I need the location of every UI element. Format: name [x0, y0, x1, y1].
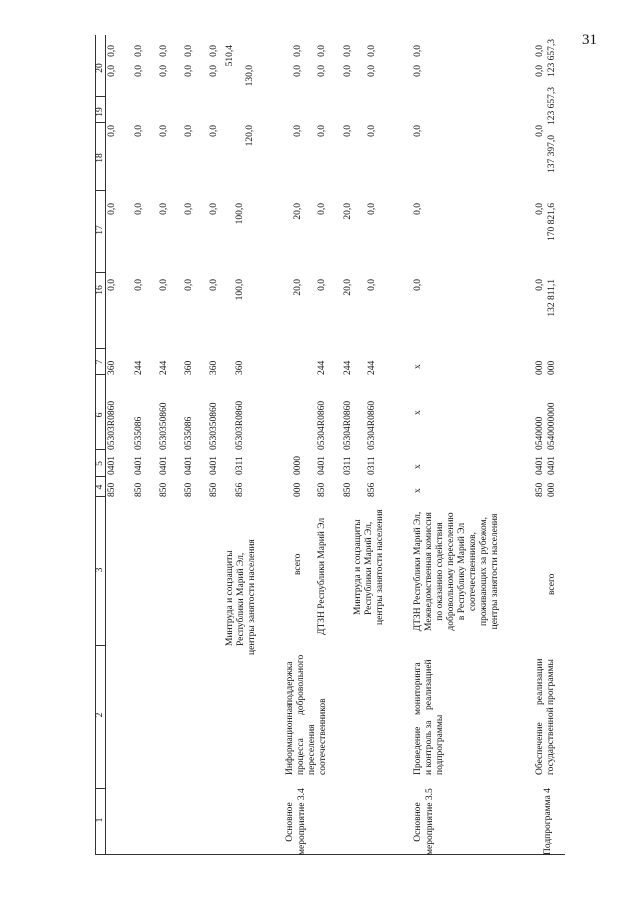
header-col-2: 2 [95, 712, 105, 718]
cell-v20: 0,0 [343, 45, 353, 57]
cell-c3-line: центры занятости населения [490, 513, 500, 630]
cell-v19: 0,0 [317, 65, 327, 77]
measure-3-5-desc: мониторинга [413, 662, 423, 715]
cell-c7: 244 [367, 360, 377, 375]
cell-c4: 850 [159, 482, 169, 497]
header-col-16: 16 [95, 285, 105, 295]
cell-c6: 0530350860 [209, 402, 219, 450]
cell-c7: 360 [184, 360, 194, 375]
cell-v20: 0,0 [159, 45, 169, 57]
cell-c4: 850 [317, 482, 327, 497]
cell-c3-line: соотечественников, [468, 532, 478, 611]
cell-v19: 0,0 [413, 65, 423, 77]
cell-v16: 0,0 [107, 279, 117, 291]
cell-c3-line: в Республику Марий Эл [457, 522, 467, 621]
cell-v18: 0,0 [413, 125, 423, 137]
cell-v20: 0,0 [367, 45, 377, 57]
cell-c6: 0535086 [134, 416, 144, 450]
cell-c5: x [413, 464, 423, 469]
cell-v16: 0,0 [413, 279, 423, 291]
subprogram-4-desc: Обеспечение [535, 722, 545, 775]
cell-v20: 0,0 [293, 45, 303, 57]
measure-3-4-desc: соотечественников [318, 698, 328, 775]
cell-c3-line: проживающих за рубежом, [479, 517, 489, 626]
cell-v20: 0,0 [413, 45, 423, 57]
cell-v17: 20,0 [293, 203, 303, 220]
cell-c4: 850 [107, 482, 117, 497]
cell-v18: 137 397,0 [547, 135, 557, 173]
rotated-budget-table [95, 35, 565, 855]
cell-c3-line: ДТЗН Республики Марий Эл, [413, 511, 423, 632]
measure-3-5-desc: реализацией [424, 659, 434, 710]
measure-3-5-desc: и контроль за [424, 720, 434, 775]
cell-c5: 0311 [367, 456, 377, 475]
cell-c7: 244 [343, 360, 353, 375]
cell-v19: 0,0 [107, 65, 117, 77]
cell-v18: 0,0 [367, 125, 377, 137]
cell-v20: 0,0 [535, 45, 545, 57]
measure-3-4-desc: процесса [296, 738, 306, 775]
cell-c5: 0311 [343, 456, 353, 475]
cell-c3-line: ДТЗН Республики Марий Эл [317, 517, 327, 635]
cell-c3-line: Минтруда и соцзащиты [225, 550, 235, 646]
cell-c7: 244 [317, 360, 327, 375]
cell-v20: 123 657,3 [547, 39, 557, 77]
cell-v17: 0,0 [159, 203, 169, 215]
cell-c5: 0401 [107, 456, 117, 475]
cell-c5: 0401 [317, 456, 327, 475]
cell-c6: 05303R0860 [235, 400, 245, 450]
header-col-17: 17 [95, 225, 105, 235]
header-col-6: 6 [95, 412, 105, 418]
cell-c4: 850 [343, 482, 353, 497]
cell-v18: 0,0 [107, 125, 117, 137]
cell-v19: 0,0 [134, 65, 144, 77]
cell-v19: 0,0 [535, 65, 545, 77]
subprogram-4-desc: программы [546, 659, 556, 705]
cell-c5: 0311 [235, 456, 245, 475]
cell-v18: 0,0 [343, 125, 353, 137]
cell-c4: 856 [367, 482, 377, 497]
cell-c6: x [413, 410, 423, 415]
cell-v17: 0,0 [413, 203, 423, 215]
measure-3-4-label: мероприятие 3.4 [297, 788, 307, 855]
cell-v18: 0,0 [209, 125, 219, 137]
cell-c5: 0401 [159, 456, 169, 475]
cell-c6: 05303R0860 [107, 400, 117, 450]
measure-3-4-desc: Информационная [285, 703, 295, 775]
header-col-3: 3 [95, 567, 105, 573]
header-col-20: 20 [95, 63, 105, 73]
cell-c4: 850 [209, 482, 219, 497]
cell-c4: 856 [235, 482, 245, 497]
cell-v18: 0,0 [134, 125, 144, 137]
cell-c7: 360 [107, 360, 117, 375]
cell-c3-line: Минтруда и соцзащиты [353, 519, 363, 615]
cell-v17: 20,0 [343, 203, 353, 220]
cell-v16: 0,0 [134, 279, 144, 291]
cell-c5: 0401 [209, 456, 219, 475]
cell-v16: 0,0 [535, 279, 545, 291]
cell-v19: 0,0 [293, 65, 303, 77]
cell-v17: 0,0 [367, 203, 377, 215]
cell-c6: 0530350860 [159, 402, 169, 450]
cell-c6: 0540000000 [547, 402, 557, 450]
cell-v18: 0,0 [293, 125, 303, 137]
cell-c3-line: Республики Марий Эл, [364, 521, 374, 615]
cell-v19: 0,0 [159, 65, 169, 77]
cell-c4: x [413, 488, 423, 493]
cell-v20: 0,0 [184, 45, 194, 57]
cell-v17: 170 821,6 [547, 203, 557, 241]
header-col-4: 4 [95, 484, 105, 490]
cell-v19: 130,0 [245, 65, 255, 87]
cell-c3-line: Межведомственная комиссия [424, 512, 434, 631]
cell-v16: 132 811,1 [547, 279, 557, 317]
cell-c6: 0540000 [535, 416, 545, 450]
cell-v17: 0,0 [107, 203, 117, 215]
cell-c3-line: центры занятости населения [375, 509, 385, 625]
cell-v17: 0,0 [317, 203, 327, 215]
cell-v19: 0,0 [209, 65, 219, 77]
cell-c5: 0401 [184, 456, 194, 475]
cell-v18: 120,0 [245, 125, 255, 147]
measure-3-4-label: Основное [285, 802, 295, 842]
cell-v20: 510,4 [225, 45, 235, 67]
cell-c3-line: Республики Марий Эл, [236, 552, 246, 646]
cell-c3-line: центры занятости населения [247, 539, 257, 655]
cell-v20: 0,0 [107, 45, 117, 57]
cell-c7: 000 [535, 360, 545, 375]
header-col-5: 5 [95, 461, 105, 466]
measure-3-5-desc: подпрограммы [435, 714, 445, 775]
cell-c7: 000 [547, 360, 557, 375]
cell-c6: 05304R0860 [343, 400, 353, 450]
subprogram-4-label: Подпрограмма 4 [543, 788, 553, 855]
cell-v17: 0,0 [134, 203, 144, 215]
cell-v18: 0,0 [159, 125, 169, 137]
cell-c3-line: добровольному переселению [446, 512, 456, 631]
cell-v17: 0,0 [209, 203, 219, 215]
cell-v16: 0,0 [159, 279, 169, 291]
cell-c3-line: по оказанию содействия [435, 522, 445, 621]
subprogram-4-desc: государственной [546, 707, 556, 775]
cell-v16: 100,0 [235, 279, 245, 301]
cell-v19: 123 657,3 [547, 87, 557, 125]
cell-c5: 0000 [293, 456, 303, 475]
cell-c4: 000 [547, 482, 557, 497]
measure-3-4-desc: поддержка [285, 661, 295, 705]
cell-v17: 0,0 [535, 203, 545, 215]
cell-v20: 0,0 [209, 45, 219, 57]
measure-3-5-label: Основное [413, 802, 423, 842]
cell-v18: 0,0 [184, 125, 194, 137]
cell-c7: 244 [159, 360, 169, 375]
cell-v20: 0,0 [134, 45, 144, 57]
cell-v19: 0,0 [184, 65, 194, 77]
cell-v16: 0,0 [184, 279, 194, 291]
cell-v16: 0,0 [209, 279, 219, 291]
measure-3-5-label: мероприятие 3.5 [425, 788, 435, 855]
cell-v19: 0,0 [343, 65, 353, 77]
page-number: 31 [582, 32, 597, 48]
cell-c6: 05304R0860 [367, 400, 377, 450]
cell-v18: 0,0 [535, 125, 545, 137]
cell-c7: 360 [209, 360, 219, 375]
cell-c7: 244 [134, 360, 144, 375]
measure-3-5-desc: Проведение [413, 726, 423, 775]
cell-v16: 20,0 [343, 279, 353, 296]
header-col-1: 1 [95, 817, 105, 823]
cell-c4: 850 [134, 482, 144, 497]
cell-v16: 0,0 [367, 279, 377, 291]
cell-c3-line: всего [293, 553, 303, 575]
cell-c4: 850 [535, 482, 545, 497]
header-col-19: 19 [95, 107, 105, 117]
cell-c3-line: всего [547, 573, 557, 595]
cell-c7: 360 [235, 360, 245, 375]
cell-v17: 0,0 [184, 203, 194, 215]
cell-c7: x [413, 364, 423, 369]
cell-c5: 0401 [535, 456, 545, 475]
cell-c6: 0535086 [184, 416, 194, 450]
cell-v16: 20,0 [293, 279, 303, 296]
measure-3-4-desc: добровольного [296, 654, 306, 715]
header-col-7: 7 [95, 359, 105, 365]
cell-v19: 0,0 [367, 65, 377, 77]
cell-c4: 850 [184, 482, 194, 497]
cell-c5: 0401 [134, 456, 144, 475]
cell-v17: 100,0 [235, 203, 245, 225]
cell-v18: 0,0 [317, 125, 327, 137]
subprogram-4-desc: реализации [535, 658, 545, 705]
cell-c5: 0401 [547, 456, 557, 475]
cell-c4: 000 [293, 482, 303, 497]
measure-3-4-desc: переселения [307, 724, 317, 775]
cell-v16: 0,0 [317, 279, 327, 291]
cell-v20: 0,0 [317, 45, 327, 57]
header-col-18: 18 [95, 153, 105, 163]
cell-c6: 05304R0860 [317, 400, 327, 450]
